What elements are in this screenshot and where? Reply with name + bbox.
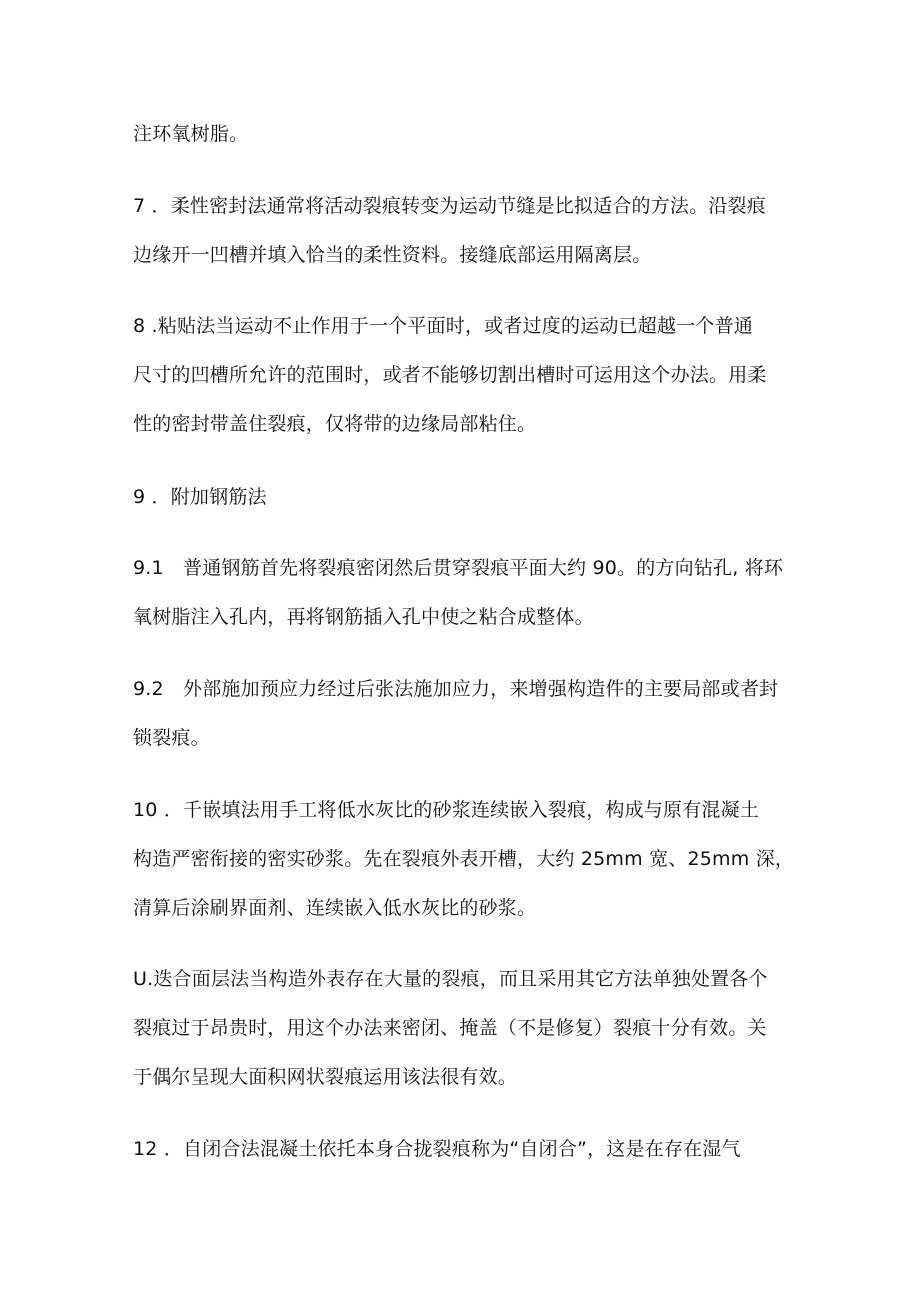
paragraph-10-line-3: 清算后涂刷界面剂、连续嵌入低水灰比的砂浆。 — [133, 897, 537, 919]
paragraph-7-line-1: 7 ．柔性密封法通常将活动裂痕转变为运动节缝是比拟适合的方法。沿裂痕 — [133, 195, 766, 217]
paragraph-8-line-2: 尺寸的凹槽所允许的范围时，或者不能够切割出槽时可运用这个办法。用柔 — [133, 364, 767, 386]
paragraph-9-2-line-1: 9.2 外部施加预应力经过后张法施加应力，来增强构造件的主要局部或者封 — [133, 678, 779, 700]
paragraph-6-line-1: 注环氧树脂。 — [133, 123, 249, 145]
paragraph-8-line-1: 8 .粘贴法当运动不止作用于一个平面时，或者过度的运动已超越一个普通 — [133, 315, 753, 337]
paragraph-7-line-2: 边缘开一凹槽并填入恰当的柔性资料。接缝底部运用隔离层。 — [133, 244, 652, 266]
paragraph-9-2-line-2: 锁裂痕。 — [133, 727, 210, 749]
paragraph-8-line-3: 性的密封带盖住裂痕，仅将带的边缘局部粘住。 — [133, 413, 537, 435]
paragraph-11-line-2: 裂痕过于昂贵时，用这个办法来密闭、掩盖（不是修复）裂痕十分有效。关 — [133, 1017, 767, 1039]
paragraph-9-heading: 9 ．附加钢筋法 — [133, 486, 267, 508]
paragraph-11-line-1: U.迭合面层法当构造外表存在大量的裂痕，而且采用其它方法单独处置各个 — [133, 968, 768, 990]
paragraph-10-line-1: 10 ．千嵌填法用手工将低水灰比的砂浆连续嵌入裂痕，构成与原有混凝土 — [133, 799, 760, 821]
paragraph-9-1-line-1: 9.1 普通钢筋首先将裂痕密闭然后贯穿裂痕平面大约 90。的方向钻孔, 将环 — [133, 557, 784, 579]
paragraph-12-line-1: 12 ．自闭合法混凝土依托本身合拢裂痕称为“自闭合”，这是在存在湿气 — [133, 1138, 741, 1160]
paragraph-10-line-2: 构造严密衔接的密实砂浆。先在裂痕外表开槽，大约 25mm 宽、25mm 深， — [133, 848, 795, 870]
paragraph-9-1-line-2: 氧树脂注入孔内，再将钢筋插入孔中使之粘合成整体。 — [133, 606, 594, 628]
paragraph-11-line-3: 于偶尔呈现大面积网状裂痕运用该法很有效。 — [133, 1066, 518, 1088]
